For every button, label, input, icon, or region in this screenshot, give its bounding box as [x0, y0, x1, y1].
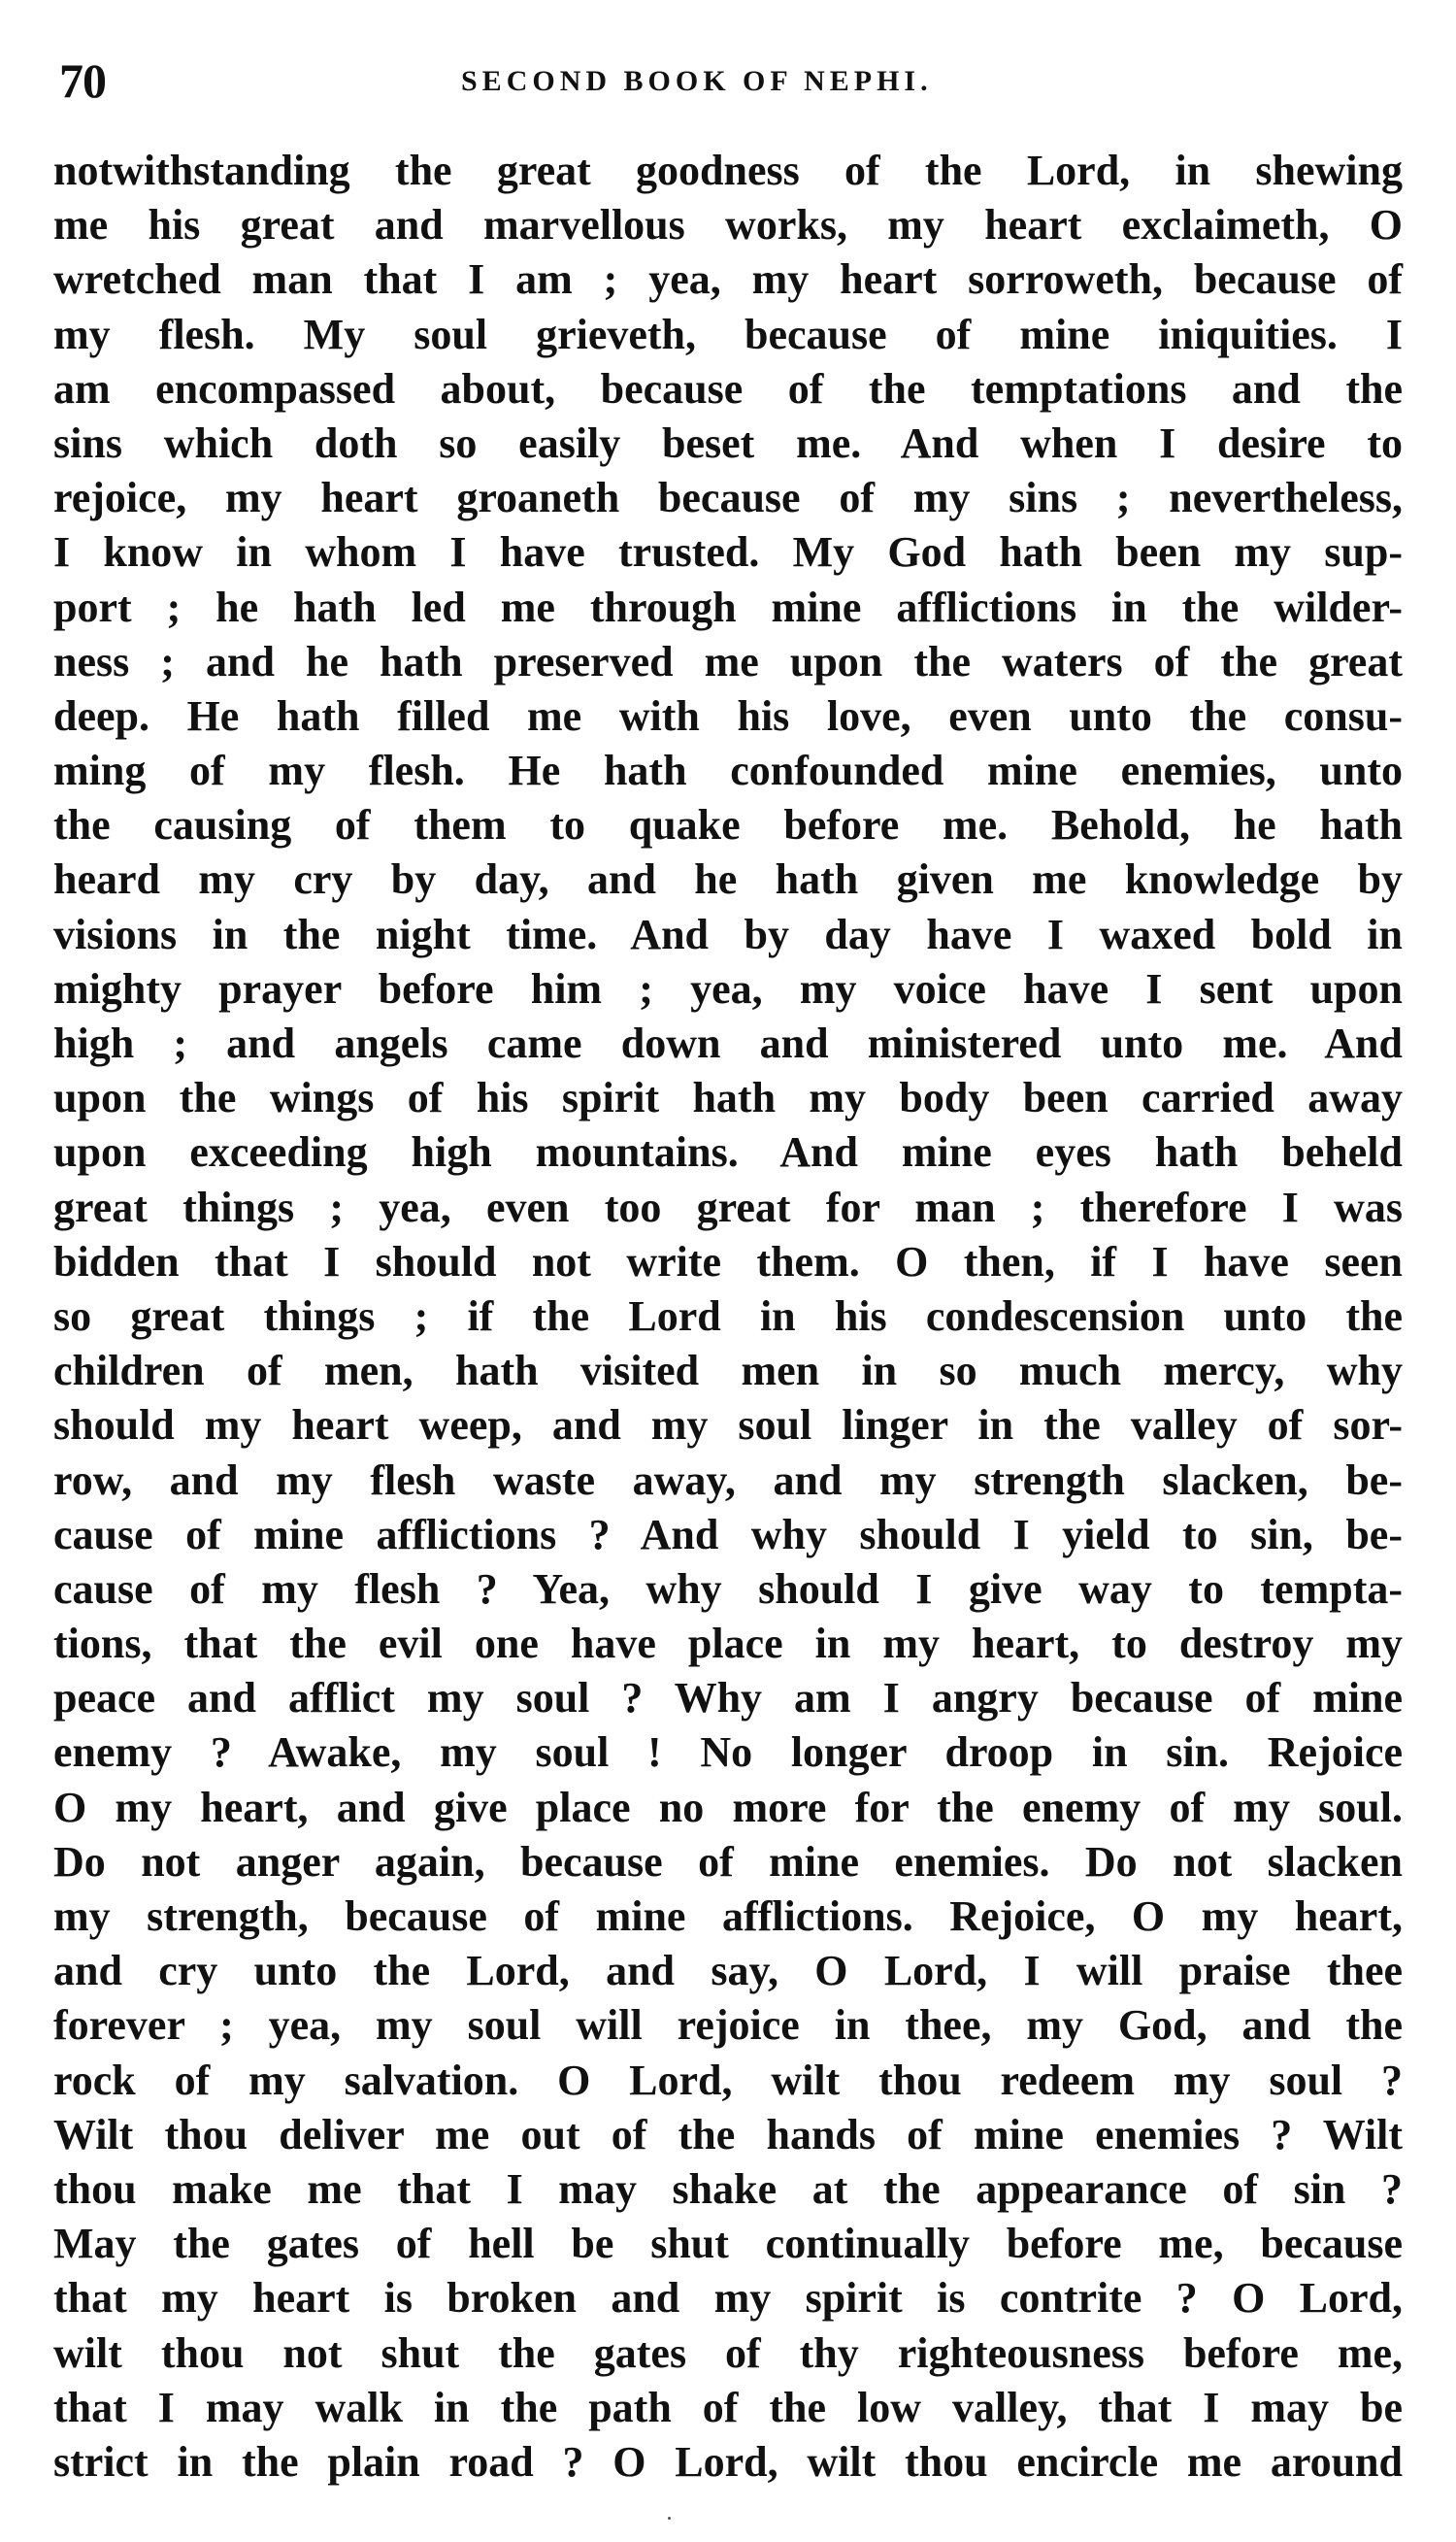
text-line: port ; he hath led me through mine afflictions in the wilder- — [53, 583, 1403, 631]
text-line: May the gates of hell be shut continually before me, because — [53, 2220, 1403, 2268]
text-line: mighty prayer before him ; yea, my voice have I sent upon — [53, 964, 1403, 1013]
text-line: cause of mine afflictions ? And why should I yield to sin, be- — [53, 1510, 1403, 1558]
page-header — [53, 47, 1403, 115]
text-line: notwithstanding the great goodness of the Lord, in shewing — [53, 147, 1403, 194]
text-line: so great things ; if the Lord in his condescension unto the — [53, 1291, 1403, 1340]
text-line: Wilt thou deliver me out of the hands of mine enemies ? Wilt — [53, 2110, 1403, 2158]
text-line: me his great and marvellous works, my heart exclaimeth, O — [53, 201, 1403, 250]
text-line: peace and afflict my soul ? Why am I angry because of mine — [53, 1674, 1403, 1723]
text-line: children of men, hath visited men in so much mercy, why — [53, 1347, 1403, 1395]
text-line: upon the wings of his spirit hath my body been carried away — [53, 1074, 1403, 1122]
text-line: my strength, because of mine afflictions. Rejoice, O my heart, — [53, 1892, 1403, 1940]
running-title: SECOND BOOK OF NEPHI. — [461, 65, 933, 97]
text-line: heard my cry by day, and he hath given me knowledge by — [53, 855, 1403, 904]
text-line: row, and my flesh waste away, and my strength slacken, be- — [53, 1455, 1403, 1504]
body-text — [53, 144, 1403, 2490]
text-line: ness ; and he hath preserved me upon the waters of the great — [53, 637, 1403, 686]
text-line: cause of my flesh ? Yea, why should I give way to tempta- — [53, 1564, 1403, 1613]
text-line: and cry unto the Lord, and say, O Lord, I will praise thee — [53, 1947, 1403, 1995]
text-line: the causing of them to quake before me. Behold, he hath — [53, 801, 1403, 850]
text-line: rejoice, my heart groaneth because of my sins ; nevertheless, — [53, 474, 1403, 522]
print-speck — [668, 2517, 671, 2520]
text-line: sins which doth so easily beset me. And when I desire to — [53, 418, 1403, 467]
text-line: that I may walk in the path of the low valley, that I may be — [53, 2383, 1403, 2431]
text-line: enemy ? Awake, my soul ! No longer droop in sin. Rejoice — [53, 1728, 1403, 1777]
text-line: ming of my flesh. He hath confounded mine enemies, unto — [53, 747, 1403, 795]
text-line: upon exceeding high mountains. And mine eyes hath beheld — [53, 1128, 1403, 1177]
text-line: I know in whom I have trusted. My God hath been my sup- — [53, 528, 1403, 577]
text-line: Do not anger again, because of mine enemies. Do not slacken — [53, 1837, 1403, 1886]
page-number: 70 — [59, 53, 106, 108]
text-line: am encompassed about, because of the temptations and the — [53, 364, 1403, 413]
text-line: bidden that I should not write them. O then, if I have seen — [53, 1237, 1403, 1286]
text-line: high ; and angels came down and ministered unto me. And — [53, 1020, 1403, 1067]
text-line: tions, that the evil one have place in my heart, to destroy my — [53, 1620, 1403, 1668]
text-line: rock of my salvation. O Lord, wilt thou redeem my soul ? — [53, 2056, 1403, 2104]
text-line: O my heart, and give place no more for the enemy of my soul. — [53, 1783, 1403, 1831]
text-line: strict in the plain road ? O Lord, wilt thou encircle me around — [53, 2437, 1403, 2486]
text-line: my flesh. My soul grieveth, because of mine iniquities. I — [53, 310, 1403, 358]
text-line: forever ; yea, my soul will rejoice in thee, my God, and the — [53, 2001, 1403, 2050]
text-line: that my heart is broken and my spirit is contrite ? O Lord, — [53, 2274, 1403, 2323]
text-line: thou make me that I may shake at the appearance of sin ? — [53, 2164, 1403, 2213]
text-line: great things ; yea, even too great for man ; therefore I was — [53, 1183, 1403, 1231]
text-line: wretched man that I am ; yea, my heart sorroweth, because of — [53, 255, 1403, 304]
text-line: deep. He hath filled me with his love, even unto the consu- — [53, 691, 1403, 740]
text-line: visions in the night time. And by day have I waxed bold in — [53, 910, 1403, 958]
text-line: wilt thou not shut the gates of thy righteousness before me, — [53, 2328, 1403, 2377]
text-line: should my heart weep, and my soul linger in the valley of sor- — [53, 1401, 1403, 1450]
